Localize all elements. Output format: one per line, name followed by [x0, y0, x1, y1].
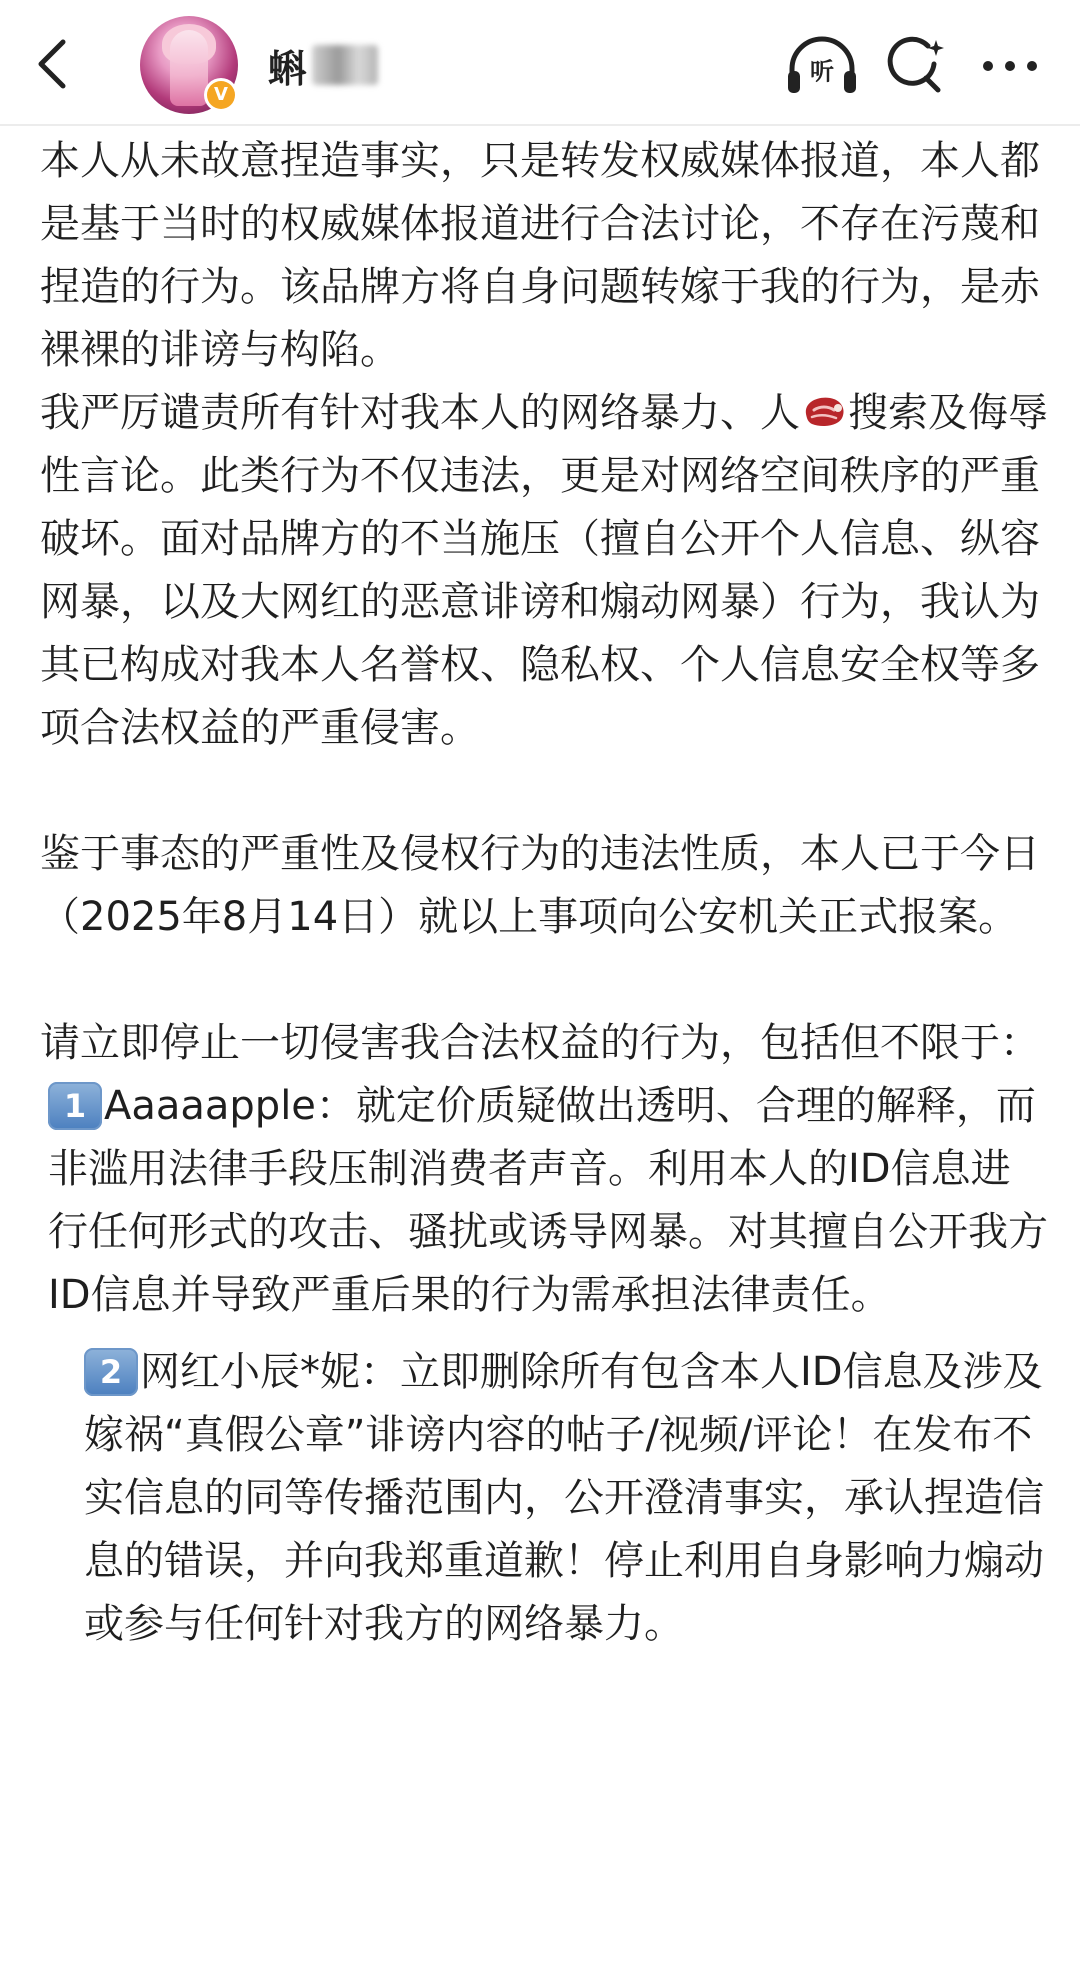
top-nav-bar — [0, 0, 1080, 126]
list-item-text: 网红小辰*妮：立即删除所有包含本人ID信息及涉及嫁祸“真假公章”诽谤内容的帖子/视频/评论！在发布不实信息的同等传播范围内，公开澄清事实，承认捏造信息的错误，并向我郑重道歉！停止利用自身影响力煽动或参与任何针对我方的网络暴力。 — [84, 1349, 1044, 1647]
keycap-2-icon: 2 — [84, 1348, 138, 1396]
listen-label: 听 — [810, 57, 834, 86]
post-paragraph-spacer — [40, 760, 1050, 823]
post-body — [40, 130, 1050, 1656]
post-paragraph: 本人从未故意捏造事实，只是转发权威媒体报道，本人都是基于当时的权威媒体报道进行合法讨论，不存在污蔑和捏造的行为。该品牌方将自身问题转嫁于我的行为，是赤裸裸的诽谤与构陷。 — [40, 138, 1040, 373]
back-button[interactable] — [24, 28, 80, 100]
listen-button[interactable] — [782, 30, 862, 102]
paragraph-text: 搜索及侮辱性言论。此类行为不仅违法，更是对网络空间秩序的严重破坏。面对品牌方的不当施压（擅自公开个人信息、纵容网暴，以及大网红的恶意诽谤和煽动网暴）行为，我认为其已构成对我本人名誉权、隐私权、个人信息安全权等多项合法权益的严重侵害。 — [40, 390, 1048, 751]
back-icon — [35, 38, 69, 90]
meat-icon — [800, 392, 848, 432]
search-button[interactable] — [876, 30, 956, 102]
search-icon — [884, 34, 948, 98]
keycap-1-icon: 1 — [48, 1082, 102, 1130]
more-button[interactable] — [970, 30, 1050, 102]
username-redacted — [312, 45, 378, 85]
verified-icon: V — [207, 81, 235, 109]
post-paragraph: 鉴于事态的严重性及侵权行为的违法性质，本人已于今日（2025年8月14日）就以上事项向公安机关正式报案。 — [40, 831, 1040, 940]
username[interactable] — [268, 38, 378, 92]
post-paragraph-spacer — [40, 949, 1050, 1012]
post-list-item — [40, 1075, 1050, 1327]
post-paragraph: 请立即停止一切侵害我合法权益的行为，包括但不限于： — [40, 1020, 1040, 1066]
list-item-text: Aaaaapple：就定价质疑做出透明、合理的解释，而非滥用法律手段压制消费者声音。利用本人的ID信息进行任何形式的攻击、骚扰或诱导网暴。对其擅自公开我方ID信息并导致严重后果的行为需承担法律责任。 — [48, 1083, 1048, 1318]
more-icon — [980, 58, 1040, 74]
post-paragraph — [40, 382, 1050, 760]
header-actions — [768, 30, 1050, 102]
verified-badge — [204, 78, 238, 112]
post-list-item — [40, 1341, 1050, 1656]
avatar-figure — [170, 30, 208, 106]
paragraph-text: 我严厉谴责所有针对我本人的网络暴力、人 — [40, 390, 800, 436]
username-text: 蝌 — [268, 46, 307, 91]
